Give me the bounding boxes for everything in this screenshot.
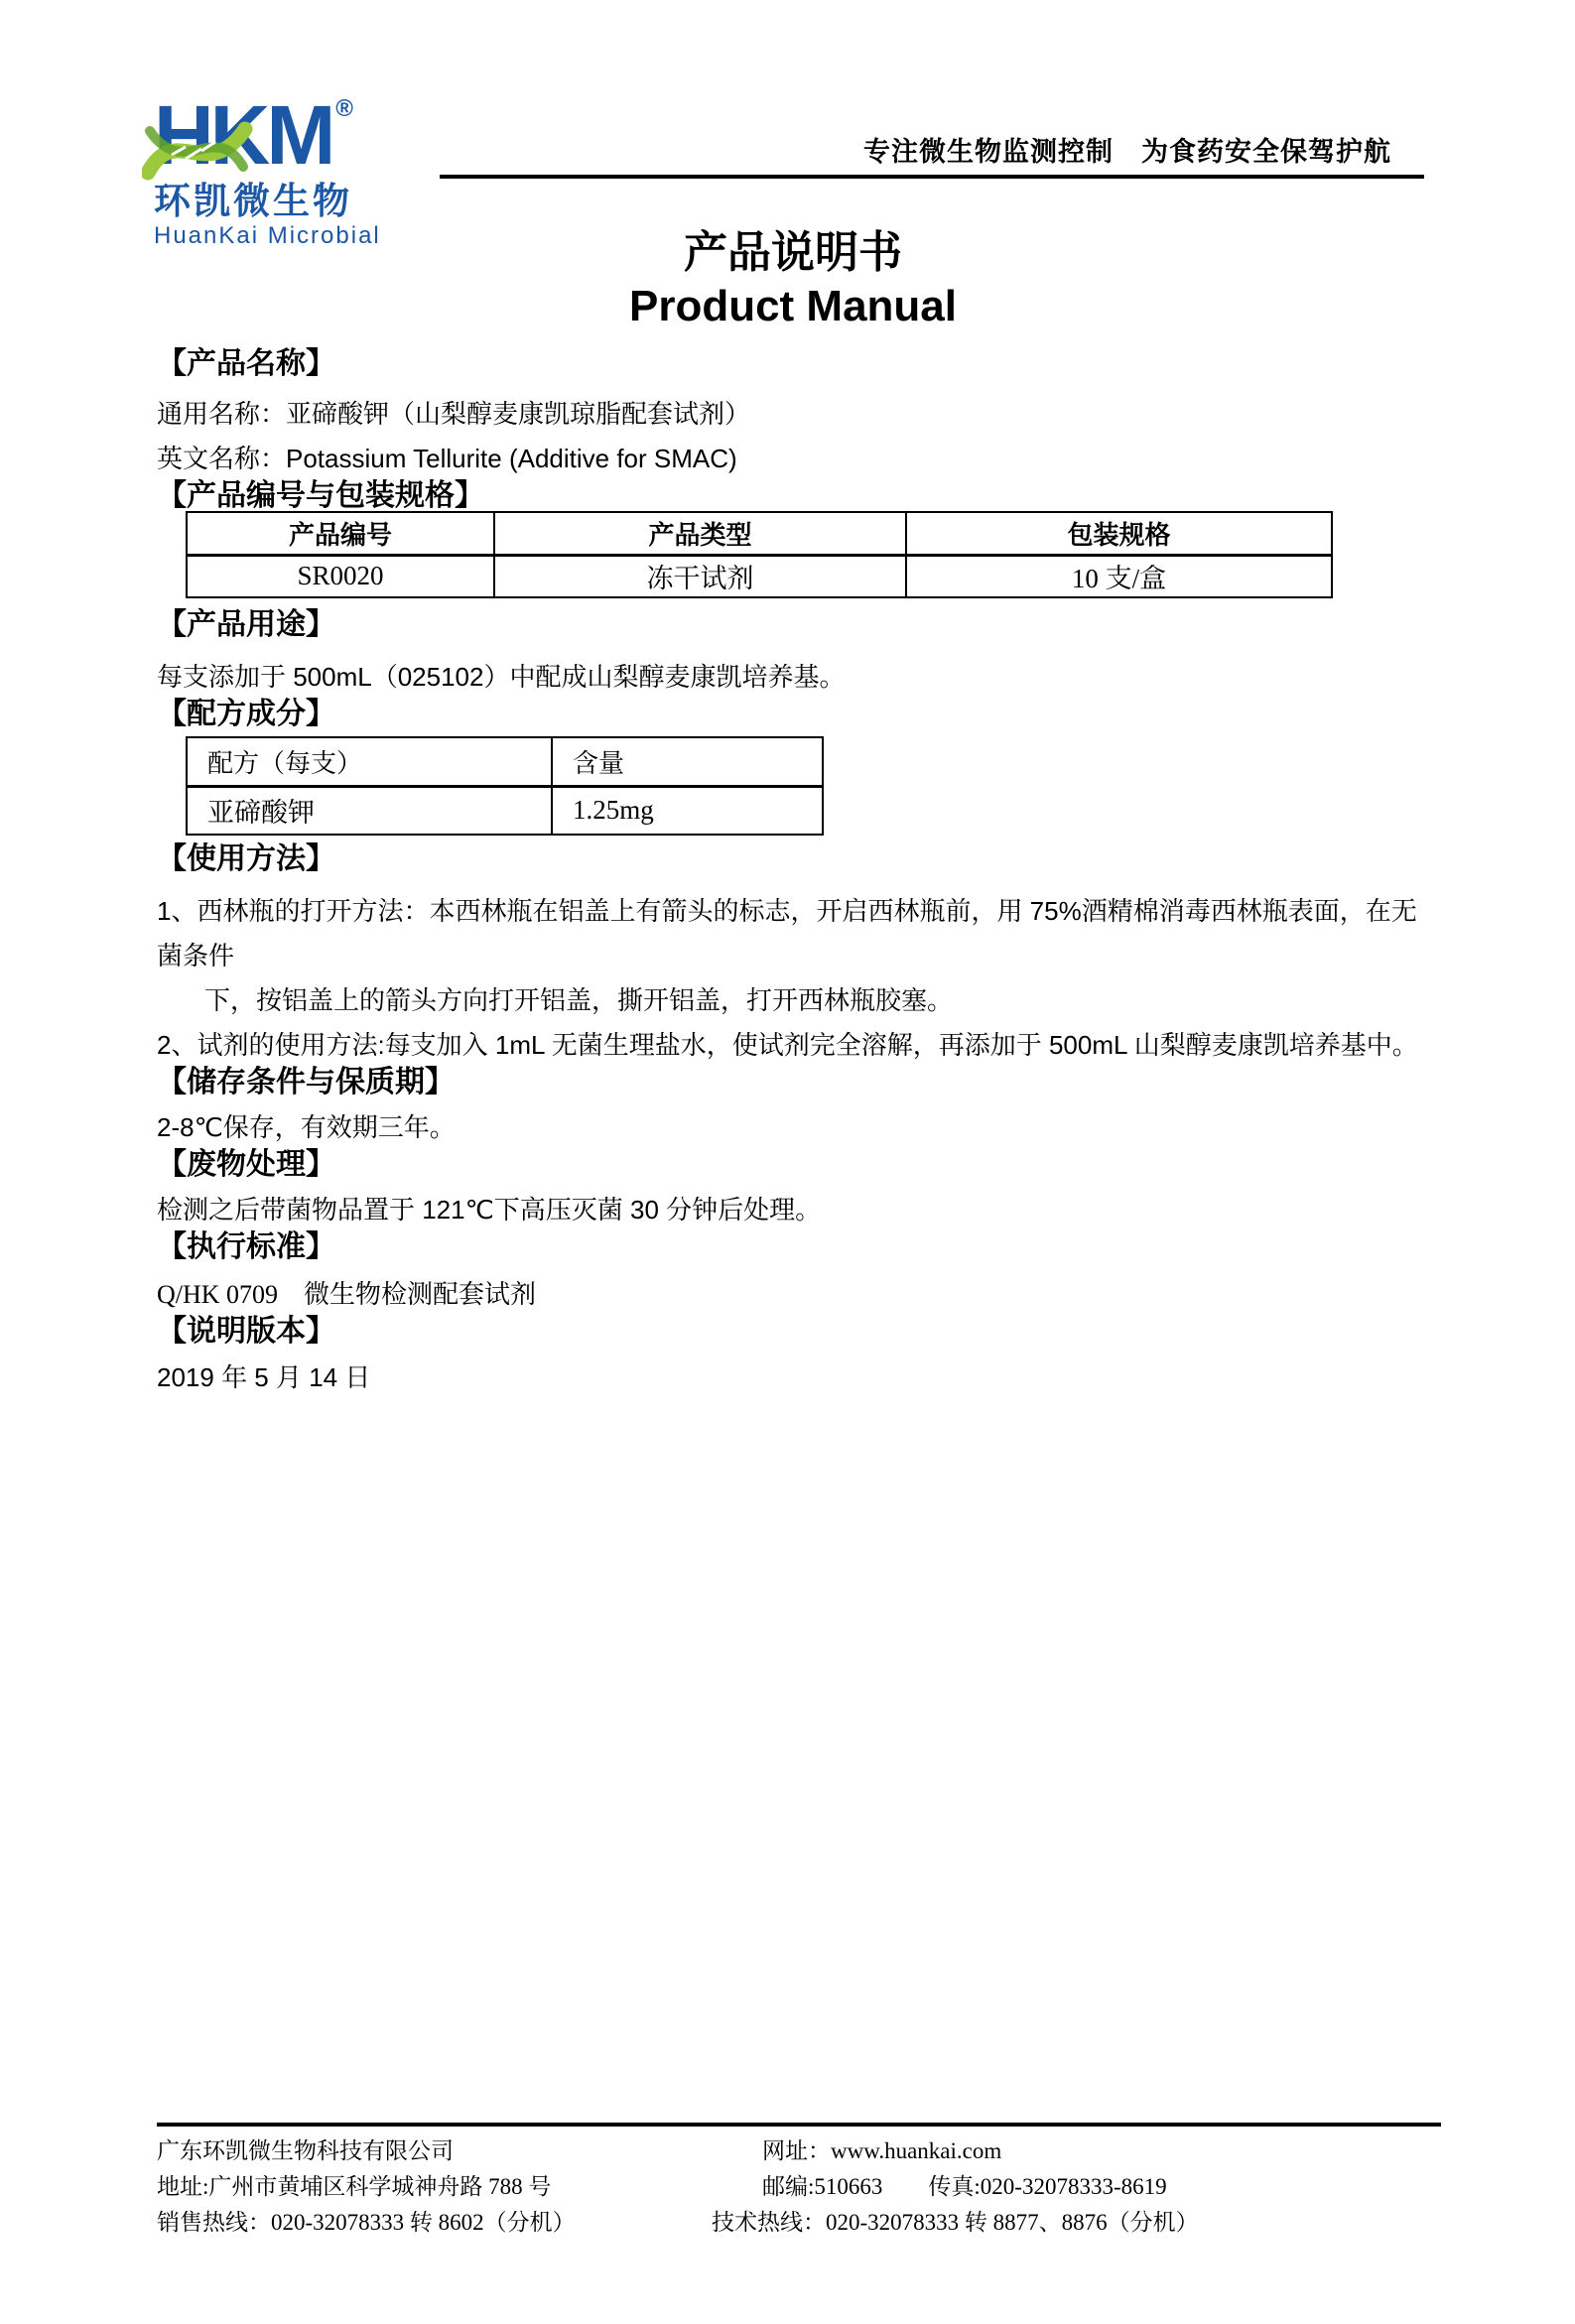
cell-packaging: 10 支/盒 bbox=[906, 555, 1332, 597]
usage-item1-line2: 下，按铝盖上的箭头方向打开铝盖，撕开铝盖，打开西林瓶胶塞。 bbox=[204, 985, 954, 1015]
section-heading-product-use: 【产品用途】 bbox=[157, 608, 335, 641]
section-heading-product-number: 【产品编号与包装规格】 bbox=[157, 479, 484, 512]
section-heading-standard: 【执行标准】 bbox=[157, 1230, 335, 1263]
cell-product-number: SR0020 bbox=[187, 555, 494, 597]
section-heading-usage: 【使用方法】 bbox=[157, 842, 335, 875]
table-header-row bbox=[187, 737, 823, 786]
version-date-line: 2019 年 5 月 14 日 bbox=[157, 1362, 371, 1392]
page-title-cn: 产品说明书 bbox=[684, 228, 902, 277]
cell-formula-name: 亚碲酸钾 bbox=[187, 786, 552, 835]
storage-line: 2-8℃保存，有效期三年。 bbox=[157, 1112, 456, 1142]
footer-sales-hotline: 销售热线：020-32078333 转 8602（分机） bbox=[157, 2210, 576, 2235]
col-header-product-number: 产品编号 bbox=[187, 512, 494, 555]
waste-line: 检测之后带菌物品置于 121℃下高压灭菌 30 分钟后处理。 bbox=[157, 1195, 822, 1225]
logo-hkm-text: HKM bbox=[154, 88, 332, 182]
footer-address: 地址:广州市黄埔区科学城神舟路 788 号 bbox=[157, 2174, 552, 2199]
footer-right-column bbox=[712, 2133, 1199, 2241]
page-title-en: Product Manual bbox=[628, 282, 958, 330]
col-header-product-type: 产品类型 bbox=[494, 512, 906, 555]
product-use-line: 每支添加于 500mL（025102）中配成山梨醇麦康凯培养基。 bbox=[157, 662, 846, 692]
table-row bbox=[187, 786, 823, 835]
section-heading-waste: 【废物处理】 bbox=[157, 1148, 335, 1181]
usage-item1-line1: 1、西林瓶的打开方法：本西林瓶在铝盖上有箭头的标志，开启西林瓶前，用 75%酒精棉消毒西林瓶表面，在无菌条件 bbox=[157, 896, 1417, 970]
footer-postcode-fax: 邮编:510663 传真:020-32078333-8619 bbox=[762, 2174, 1167, 2199]
footer-left-column bbox=[157, 2133, 576, 2241]
usage-item2: 2、试剂的使用方法:每支加入 1mL 无菌生理盐水，使试剂完全溶解，再添加于 500mL 山梨醇麦康凯培养基中。 bbox=[157, 1030, 1418, 1060]
section-heading-storage: 【储存条件与保质期】 bbox=[157, 1066, 455, 1098]
english-name-line: 英文名称：Potassium Tellurite (Additive for SMAC) bbox=[157, 444, 737, 473]
generic-name-line: 通用名称：亚碲酸钾（山梨醇麦康凯琼脂配套试剂） bbox=[157, 399, 751, 429]
header-tagline: 专注微生物监测控制 为食药安全保驾护航 bbox=[863, 137, 1391, 167]
packaging-table bbox=[186, 511, 1333, 598]
section-heading-product-name: 【产品名称】 bbox=[157, 347, 335, 380]
footer-divider bbox=[157, 2123, 1441, 2127]
formula-table bbox=[186, 736, 824, 836]
footer-tech-hotline: 技术热线：020-32078333 转 8877、8876（分机） bbox=[712, 2210, 1199, 2235]
standard-line: Q/HK 0709 微生物检测配套试剂 bbox=[157, 1280, 537, 1309]
registered-trademark-icon: ® bbox=[335, 95, 353, 122]
table-row bbox=[187, 555, 1332, 597]
logo-mark bbox=[154, 88, 353, 182]
section-heading-formula: 【配方成分】 bbox=[157, 698, 335, 730]
main-content bbox=[157, 226, 1429, 1400]
cell-product-type: 冻干试剂 bbox=[494, 555, 906, 597]
section-heading-version: 【说明版本】 bbox=[157, 1315, 335, 1348]
col-header-packaging: 包装规格 bbox=[906, 512, 1332, 555]
col-header-content: 含量 bbox=[552, 737, 823, 786]
table-header-row bbox=[187, 512, 1332, 555]
logo-chinese-name: 环凯微生物 bbox=[154, 181, 352, 221]
header-divider bbox=[440, 175, 1424, 179]
footer-company: 广东环凯微生物科技有限公司 bbox=[157, 2138, 454, 2163]
footer-website: 网址：www.huankai.com bbox=[762, 2138, 1002, 2163]
logo-english-name: HuanKai Microbial bbox=[154, 222, 381, 249]
cell-formula-amount: 1.25mg bbox=[552, 786, 823, 835]
col-header-formula: 配方（每支） bbox=[187, 737, 552, 786]
